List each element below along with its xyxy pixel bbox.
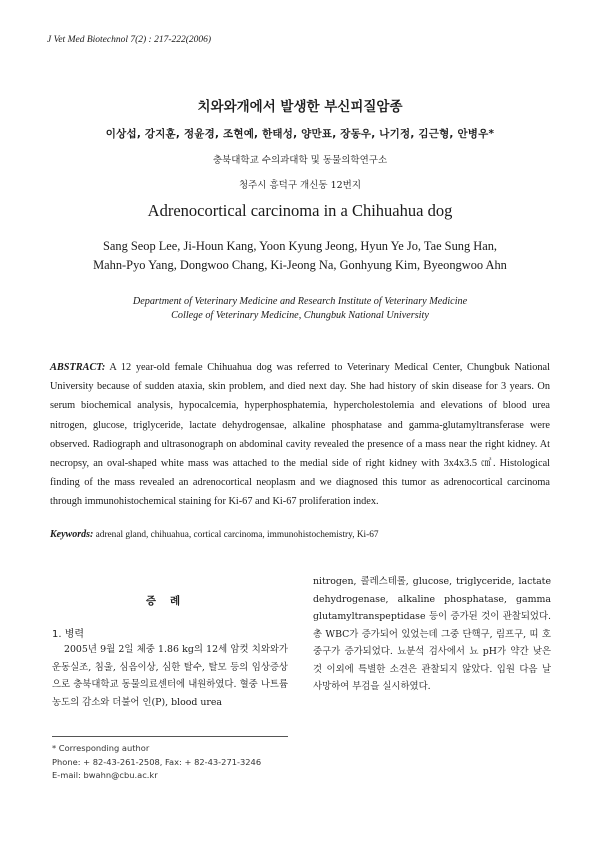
body-paragraph: nitrogen, 콜레스테롤, glucose, triglyceride, lactate dehydrogenase, alkaline phosphatase, gamma glutamyltranspeptidase 등이 증가된 것이 관찰되었다. 총 WBC가 증가되어 있었는데 그중 단핵구, 림프구, 띠 호중구가 증가되었다. 뇨분석 검사에서 뇨 pH가 약간 낮은 것 이외에 특별한 소견은 관찰되지 않았다. 입원 다음 날 사망하여 부검을 실시하였다. (313, 576, 551, 692)
korean-address: 청주시 흥덕구 개신동 12번지 (238, 180, 362, 191)
english-authors-line: Sang Seop Lee, Ji-Houn Kang, Yoon Kyung Jeong, Hyun Ye Jo, Tae Sung Han, (102, 239, 498, 253)
english-affiliation-line: Department of Veterinary Medicine and Research Institute of Veterinary Medicine (132, 296, 468, 307)
korean-authors: 이상섭, 강지훈, 정윤경, 조현예, 한태성, 양만표, 장동우, 나기정, 김근형, 안병우* (105, 128, 495, 140)
english-authors-line: Mahn-Pyo Yang, Dongwoo Chang, Ki-Jeong Na, Gonhyung Kim, Byeongwoo Ahn (93, 258, 507, 272)
abstract-text: A 12 year-old female Chihuahua dog was referred to Veterinary Medical Center, Chungbuk National University because of sudden ataxia, skin problem, and died next day. She had history of skin disease for 3 years. On serum biochemical analysis, hypocalcemia, hyperphosphatemia, hypercholestolemia and elevations of blood urea nitrogen, glucose, triglyceride, lactate dehydrogensae, alkaline phosphatase and gamma-glutamyltransferase were observed. Radiograph and ultrasonograph on abdominal cavity revealed the presence of a mass near the right kidney. At necropsy, an oval-shaped white mass was attached to the medial side of right kidney with 3x4x3.5 ㎤. Histological finding of the mass revealed an adrenocortical neoplasm and we diagnosed this tumor as adrenocortical carcinoma through immunohistochemical staining for Ki-67 and Ki-67 proliferation index. (50, 362, 550, 508)
contact-email: E-mail: bwahn@cbu.ac.kr (52, 770, 158, 780)
corresponding-author-note: * Corresponding author (52, 743, 150, 753)
english-affiliation (0, 295, 600, 323)
keywords-label: Keywords: (50, 529, 94, 540)
footnote-divider (52, 736, 288, 737)
body-left-column (52, 641, 288, 711)
journal-reference: J Vet Med Biotechnol 7(2) : 217-222(2006) (47, 35, 212, 45)
english-affiliation-line: College of Veterinary Medicine, Chungbuk National University (171, 310, 429, 321)
english-authors (40, 237, 560, 275)
keywords-text: adrenal gland, chihuahua, cortical carcinoma, immunohistochemistry, Ki-67 (93, 530, 379, 540)
abstract (50, 358, 550, 512)
contact-phone-fax: Phone: + 82-43-261-2508, Fax: + 82-43-271-3246 (52, 756, 262, 767)
english-title: Adrenocortical carcinoma in a Chihuahua dog (147, 201, 453, 220)
keywords (50, 529, 550, 540)
abstract-label: ABSTRACT: (50, 362, 106, 373)
body-right-column (313, 573, 551, 696)
footnote (52, 742, 261, 783)
korean-title: 치와와개에서 발생한 부신피질암종 (197, 99, 403, 115)
section-heading: 증례 (145, 595, 195, 607)
subsection-heading: 1. 병력 (52, 629, 85, 640)
body-paragraph: 2005년 9월 2일 체중 1.86 kg의 12세 암컷 치와와가 운동실조, 침울, 심음이상, 심한 탈수, 탈모 등의 임상증상으로 충북대학교 동물의료센터에 내원하였다. 혈중 나트륨농도의 감소와 더불어 인(P), blood urea (52, 644, 288, 708)
korean-affiliation: 충북대학교 수의과대학 및 동물의학연구소 (212, 155, 388, 166)
